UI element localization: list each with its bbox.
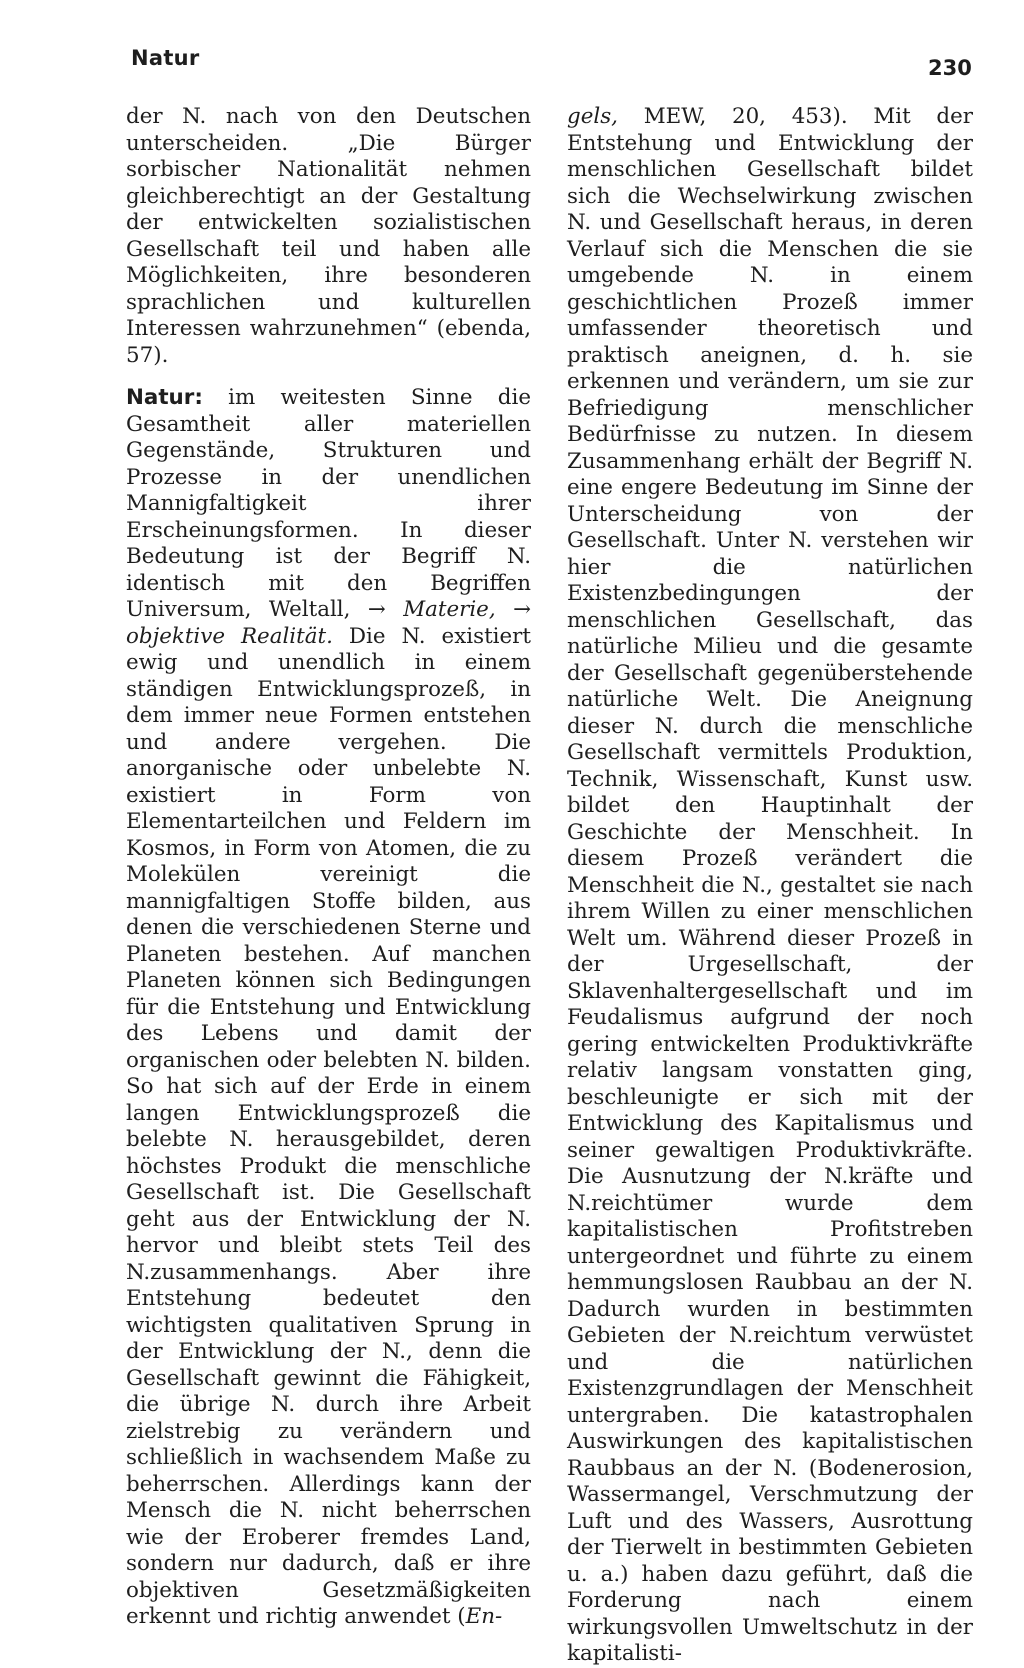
cross-reference-arrow-icon: → <box>513 597 531 622</box>
cross-reference-materie[interactable]: Materie, <box>403 597 496 622</box>
citation-author-start: En- <box>465 1604 503 1629</box>
citation-author-end: gels, <box>567 104 618 129</box>
entry-term: Natur: <box>126 385 203 410</box>
paragraph-continuation: der N. nach von den Deutschen unterscheiden. „Die Bürger sorbischer Nationalität nehmen gleichberechtigt an der Gestaltung der entwickelten sozialistischen Gesellschaft teil und haben alle Möglichkeiten, ihre besonderen sprachlichen und kulturellen Interessen wahrzunehmen“ (ebenda, 57). <box>126 104 531 368</box>
paragraph-gap <box>126 369 531 385</box>
right-column <box>567 104 973 1668</box>
entry-natur-continued <box>567 104 973 1668</box>
page-number: 230 <box>928 56 972 80</box>
entry-natur <box>126 385 531 1631</box>
running-head: Natur <box>131 46 200 70</box>
cross-reference-objektive-realitaet[interactable]: objektive Realität. <box>126 623 333 649</box>
cross-reference-arrow-icon: → <box>367 597 386 622</box>
entry-text-part1: im weitesten Sinne die Gesamtheit aller materiellen Gegenstände, Strukturen und Prozesse in der unendlichen Mannigfaltigkeit ihrer Erscheinungsformen. In dieser Bedeutung ist der Begriff N. identisch mit den Begriffen Universum, Weltall, <box>126 385 531 622</box>
left-column <box>126 104 531 1631</box>
entry-text-part2: Die N. existiert ewig und unendlich in einem ständigen Entwicklungsprozeß, in dem immer neue Formen entstehen und andere vergehen. Die anorganische oder unbelebte N. existiert in Form von Elementarteilchen und Feldern im Kosmos, in Form von Atomen, die zu Molekülen vereinigt die mannigfaltigen Stoffe bilden, aus denen die verschiedenen Sterne und Planeten bestehen. Auf manchen Planeten können sich Bedingungen für die Entstehung und Entwicklung des Lebens und damit der organischen oder belebten N. bilden. So hat sich auf der Erde in einem langen Entwicklungsprozeß die belebte N. herausgebildet, deren höchstes Produkt die menschliche Gesellschaft ist. Die Gesellschaft geht aus der Entwicklung der N. hervor und bleibt stets Teil des N.zusammenhangs. Aber ihre Entstehung bedeutet den wichtigsten qualitativen Sprung in der Entwicklung der N., denn die Gesellschaft gewinnt die Fähigkeit, die übrige N. durch ihre Arbeit zielstrebig zu verändern und schließlich in wachsendem Maße zu beherrschen. Allerdings kann der Mensch die N. nicht beherrschen wie der Eroberer fremdes Land, sondern nur dadurch, daß er ihre objektiven Gesetzmäßigkeiten erkennt und richtig anwendet ( <box>126 623 532 1629</box>
entry-text-part3: MEW, 20, 453). Mit der Entstehung und Entwicklung der menschlichen Gesellschaft bildet sich die Wechselwirkung zwischen N. und Gesellschaft heraus, in deren Verlauf sich die Menschen die sie umgebende N. in einem geschichtlichen Prozeß immer umfassender theoretisch und praktisch aneignen, d. h. sie erkennen und verändern, um sie zur Befriedigung menschlicher Bedürfnisse zu nutzen. In diesem Zusammenhang erhält der Begriff N. eine engere Bedeutung im Sinne der Unterscheidung von der Gesellschaft. Unter N. verstehen wir hier die natürlichen Existenzbedingungen der menschlichen Gesellschaft, das natürliche Milieu und die gesamte der Gesellschaft gegenüberstehende natürliche Welt. Die Aneignung dieser N. durch die menschliche Gesellschaft vermittels Produktion, Technik, Wissenschaft, Kunst usw. bildet den Hauptinhalt der Geschichte der Menschheit. In diesem Prozeß verändert die Menschheit die N., gestaltet sie nach ihrem Willen zu einer menschlichen Welt um. Während dieser Prozeß in der Urgesellschaft, der Sklavenhaltergesellschaft und im Feudalismus aufgrund der noch gering entwickelten Produktivkräfte relativ langsam vonstatten ging, beschleunigte er sich mit der Entwicklung des Kapitalismus und seiner gewaltigen Produktivkräfte. Die Ausnutzung der N.kräfte und N.reichtümer wurde dem kapitalistischen Profitstreben untergeordnet und führte zu einem hemmungslosen Raubbau an der N. Dadurch wurden in bestimmten Gebieten der N.reichtum verwüstet und die natürlichen Existenzgrundlagen der Menschheit untergraben. Die katastrophalen Auswirkungen des kapitalistischen Raubbaus an der N. (Bodenerosion, Wassermangel, Verschmutzung der Luft und des Wassers, Ausrottung der Tierwelt in bestimmten Gebieten u. a.) haben dazu geführt, daß die Forderung nach einem wirkungsvollen Umweltschutz in der kapitalisti- <box>567 104 973 1666</box>
